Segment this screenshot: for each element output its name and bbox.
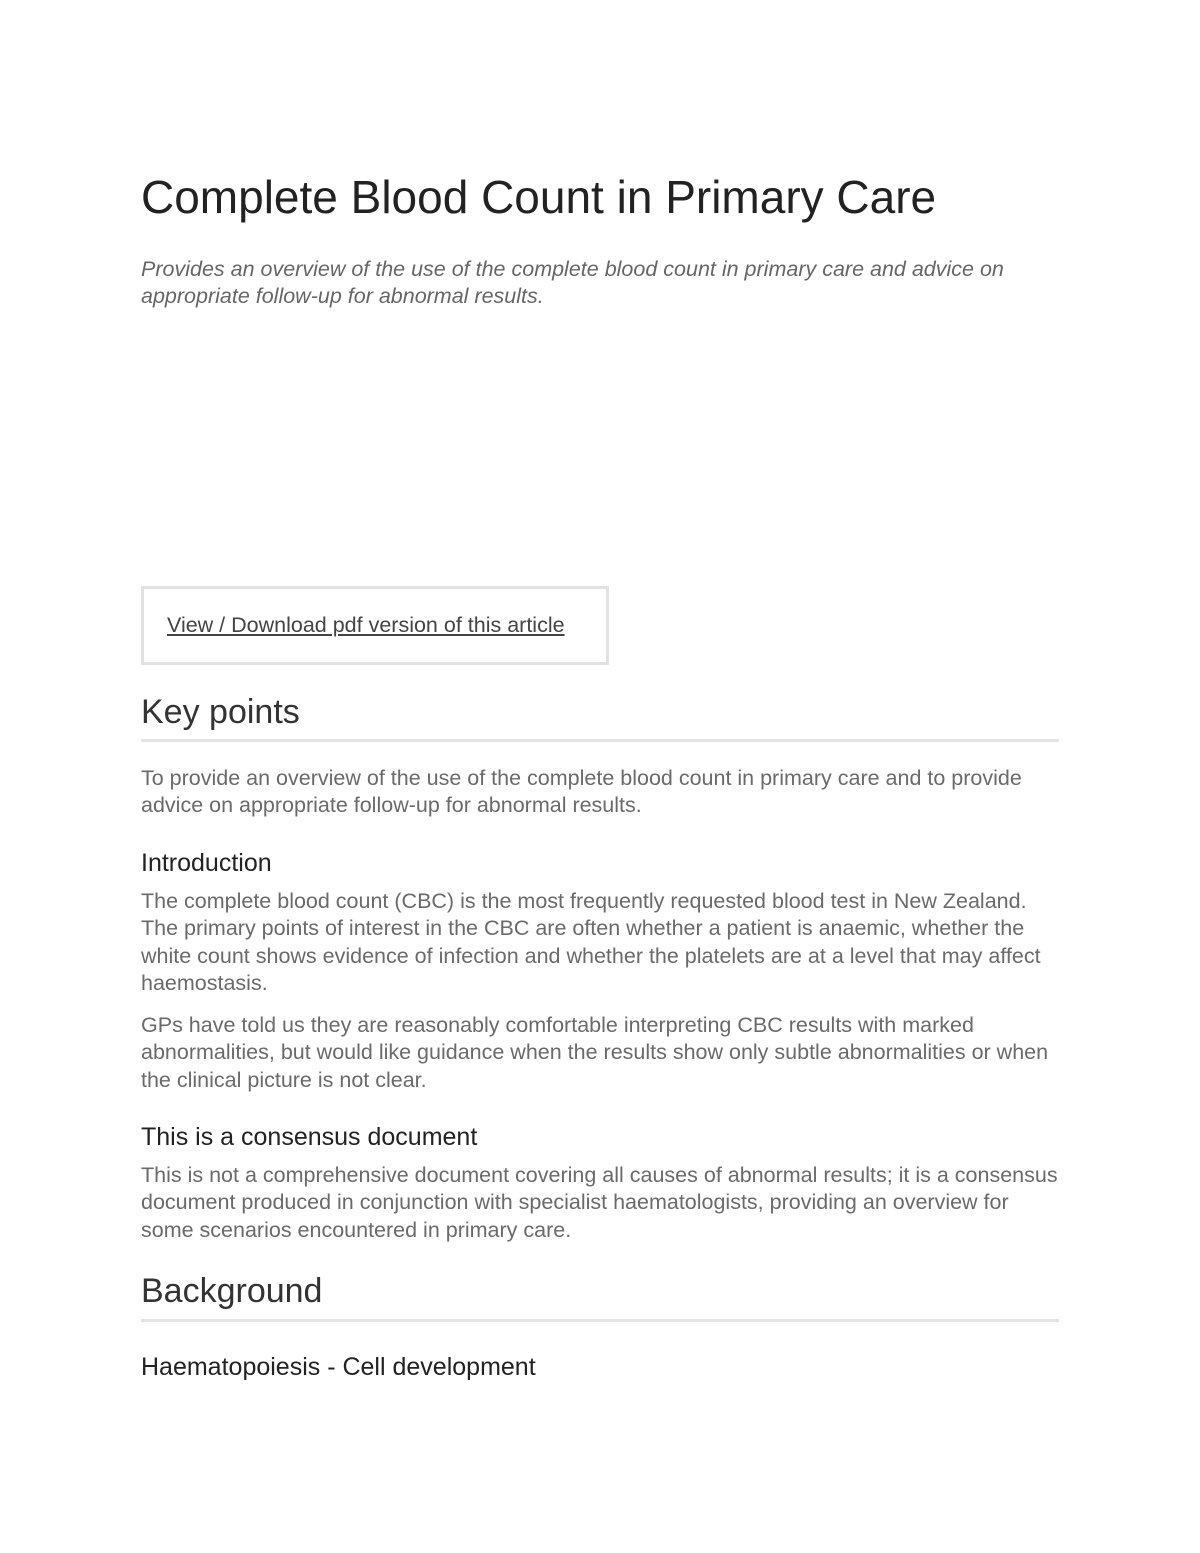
key-points-heading: Key points: [141, 693, 300, 731]
consensus-heading: This is a consensus document: [141, 1123, 478, 1151]
article-summary: Provides an overview of the use of the complete blood count in primary care and advice on appropriate follow-up for abnormal results.: [141, 257, 1004, 308]
pdf-download-box: [141, 586, 609, 665]
haematopoiesis-heading: Haematopoiesis - Cell development: [141, 1353, 536, 1381]
background-heading: Background: [141, 1272, 323, 1310]
introduction-paragraph-2: GPs have told us they are reasonably comfortable interpreting CBC results with marked abnormalities, but would like guidance when the results show only subtle abnormalities or when the clinical picture is not clear.: [141, 1013, 1049, 1092]
section-divider: [141, 1319, 1059, 1322]
introduction-heading: Introduction: [141, 849, 272, 877]
section-divider: [141, 739, 1059, 742]
page-title: Complete Blood Count in Primary Care: [141, 171, 937, 223]
key-points-text: To provide an overview of the use of the complete blood count in primary care and to provide advice on appropriate follow-up for abnormal results.: [141, 766, 1022, 818]
pdf-download-link[interactable]: View / Download pdf version of this article: [167, 613, 565, 637]
introduction-paragraph-1: The complete blood count (CBC) is the most frequently requested blood test in New Zealand. The primary points of interest in the CBC are often whether a patient is anaemic, whether the white count shows evidence of infection and whether the platelets are at a level that may affect haemostasis.: [141, 889, 1041, 995]
consensus-text: This is not a comprehensive document covering all causes of abnormal results; it is a consensus document produced in conjunction with specialist haematologists, providing an overview for some scenarios encountered in primary care.: [141, 1163, 1058, 1242]
